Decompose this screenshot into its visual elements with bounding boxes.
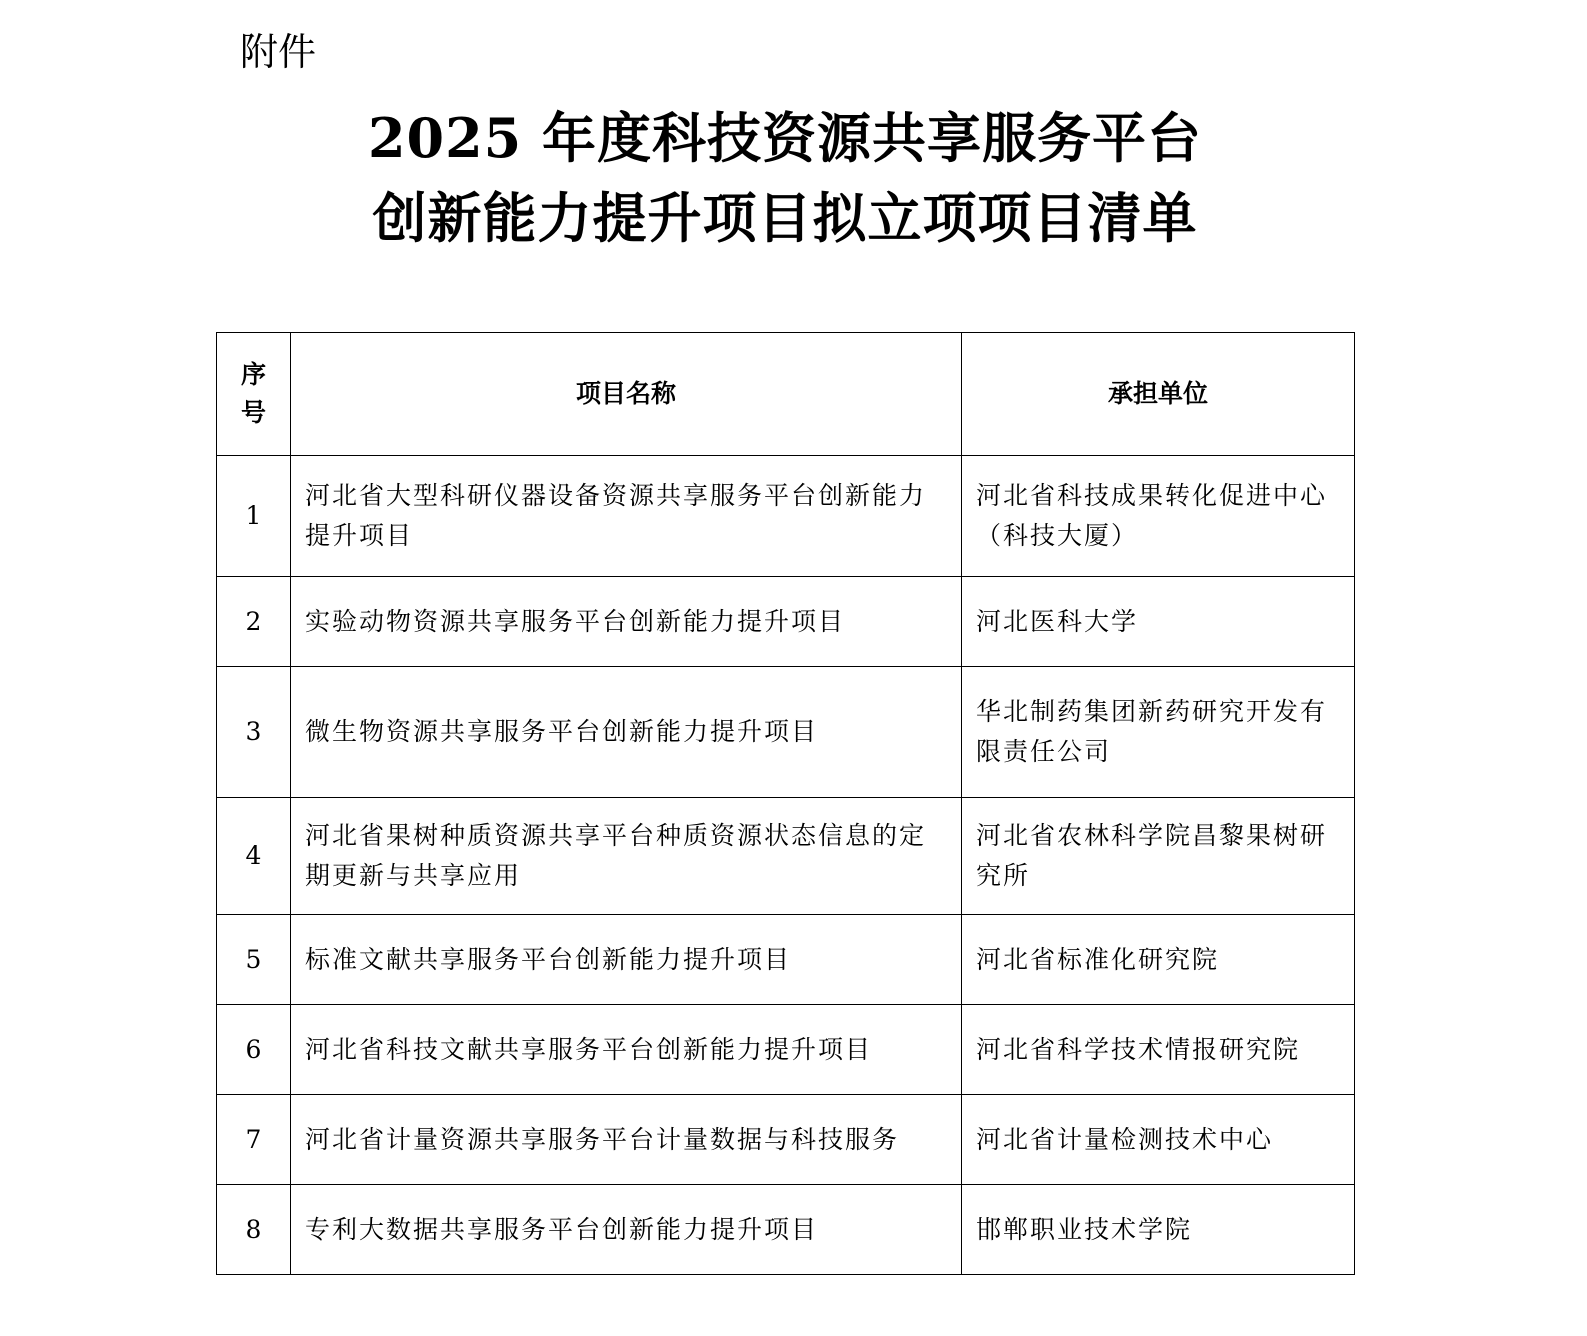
document-title-line-1: 2025 年度科技资源共享服务平台 xyxy=(367,106,1203,170)
row-undertaking-unit: 河北省标准化研究院 xyxy=(962,915,1355,1005)
attachment-label: 附件 xyxy=(240,30,317,74)
document-title-line-2: 创新能力提升项目拟立项项目清单 xyxy=(372,186,1198,250)
table-header-row xyxy=(217,333,1355,456)
header-serial-number xyxy=(217,333,291,456)
row-project-name: 河北省果树种质资源共享平台种质资源状态信息的定期更新与共享应用 xyxy=(291,798,962,915)
row-project-name: 专利大数据共享服务平台创新能力提升项目 xyxy=(291,1185,962,1275)
row-project-name: 微生物资源共享服务平台创新能力提升项目 xyxy=(291,667,962,798)
row-serial-number: 5 xyxy=(217,915,291,1005)
row-serial-number: 1 xyxy=(217,456,291,577)
row-project-name: 实验动物资源共享服务平台创新能力提升项目 xyxy=(291,577,962,667)
row-serial-number: 6 xyxy=(217,1005,291,1095)
row-undertaking-unit: 河北省科技成果转化促进中心（科技大厦） xyxy=(962,456,1355,577)
table-row xyxy=(217,798,1355,915)
row-undertaking-unit: 华北制药集团新药研究开发有限责任公司 xyxy=(962,667,1355,798)
header-undertaking-unit: 承担单位 xyxy=(962,333,1355,456)
table-row xyxy=(217,1185,1355,1275)
row-undertaking-unit: 河北医科大学 xyxy=(962,577,1355,667)
project-list-table xyxy=(216,332,1355,1275)
row-undertaking-unit: 河北省农林科学院昌黎果树研究所 xyxy=(962,798,1355,915)
row-serial-number: 8 xyxy=(217,1185,291,1275)
row-serial-number: 2 xyxy=(217,577,291,667)
row-undertaking-unit: 河北省计量检测技术中心 xyxy=(962,1095,1355,1185)
table-row xyxy=(217,456,1355,577)
header-serial-number-label: 序号 xyxy=(240,359,266,427)
table-row xyxy=(217,667,1355,798)
row-serial-number: 3 xyxy=(217,667,291,798)
row-project-name: 河北省科技文献共享服务平台创新能力提升项目 xyxy=(291,1005,962,1095)
table-row xyxy=(217,577,1355,667)
table-row xyxy=(217,915,1355,1005)
row-undertaking-unit: 邯郸职业技术学院 xyxy=(962,1185,1355,1275)
row-project-name: 标准文献共享服务平台创新能力提升项目 xyxy=(291,915,962,1005)
row-undertaking-unit: 河北省科学技术情报研究院 xyxy=(962,1005,1355,1095)
row-project-name: 河北省计量资源共享服务平台计量数据与科技服务 xyxy=(291,1095,962,1185)
header-project-name: 项目名称 xyxy=(291,333,962,456)
table-row xyxy=(217,1095,1355,1185)
row-serial-number: 7 xyxy=(217,1095,291,1185)
table-row xyxy=(217,1005,1355,1095)
row-serial-number: 4 xyxy=(217,798,291,915)
row-project-name: 河北省大型科研仪器设备资源共享服务平台创新能力提升项目 xyxy=(291,456,962,577)
